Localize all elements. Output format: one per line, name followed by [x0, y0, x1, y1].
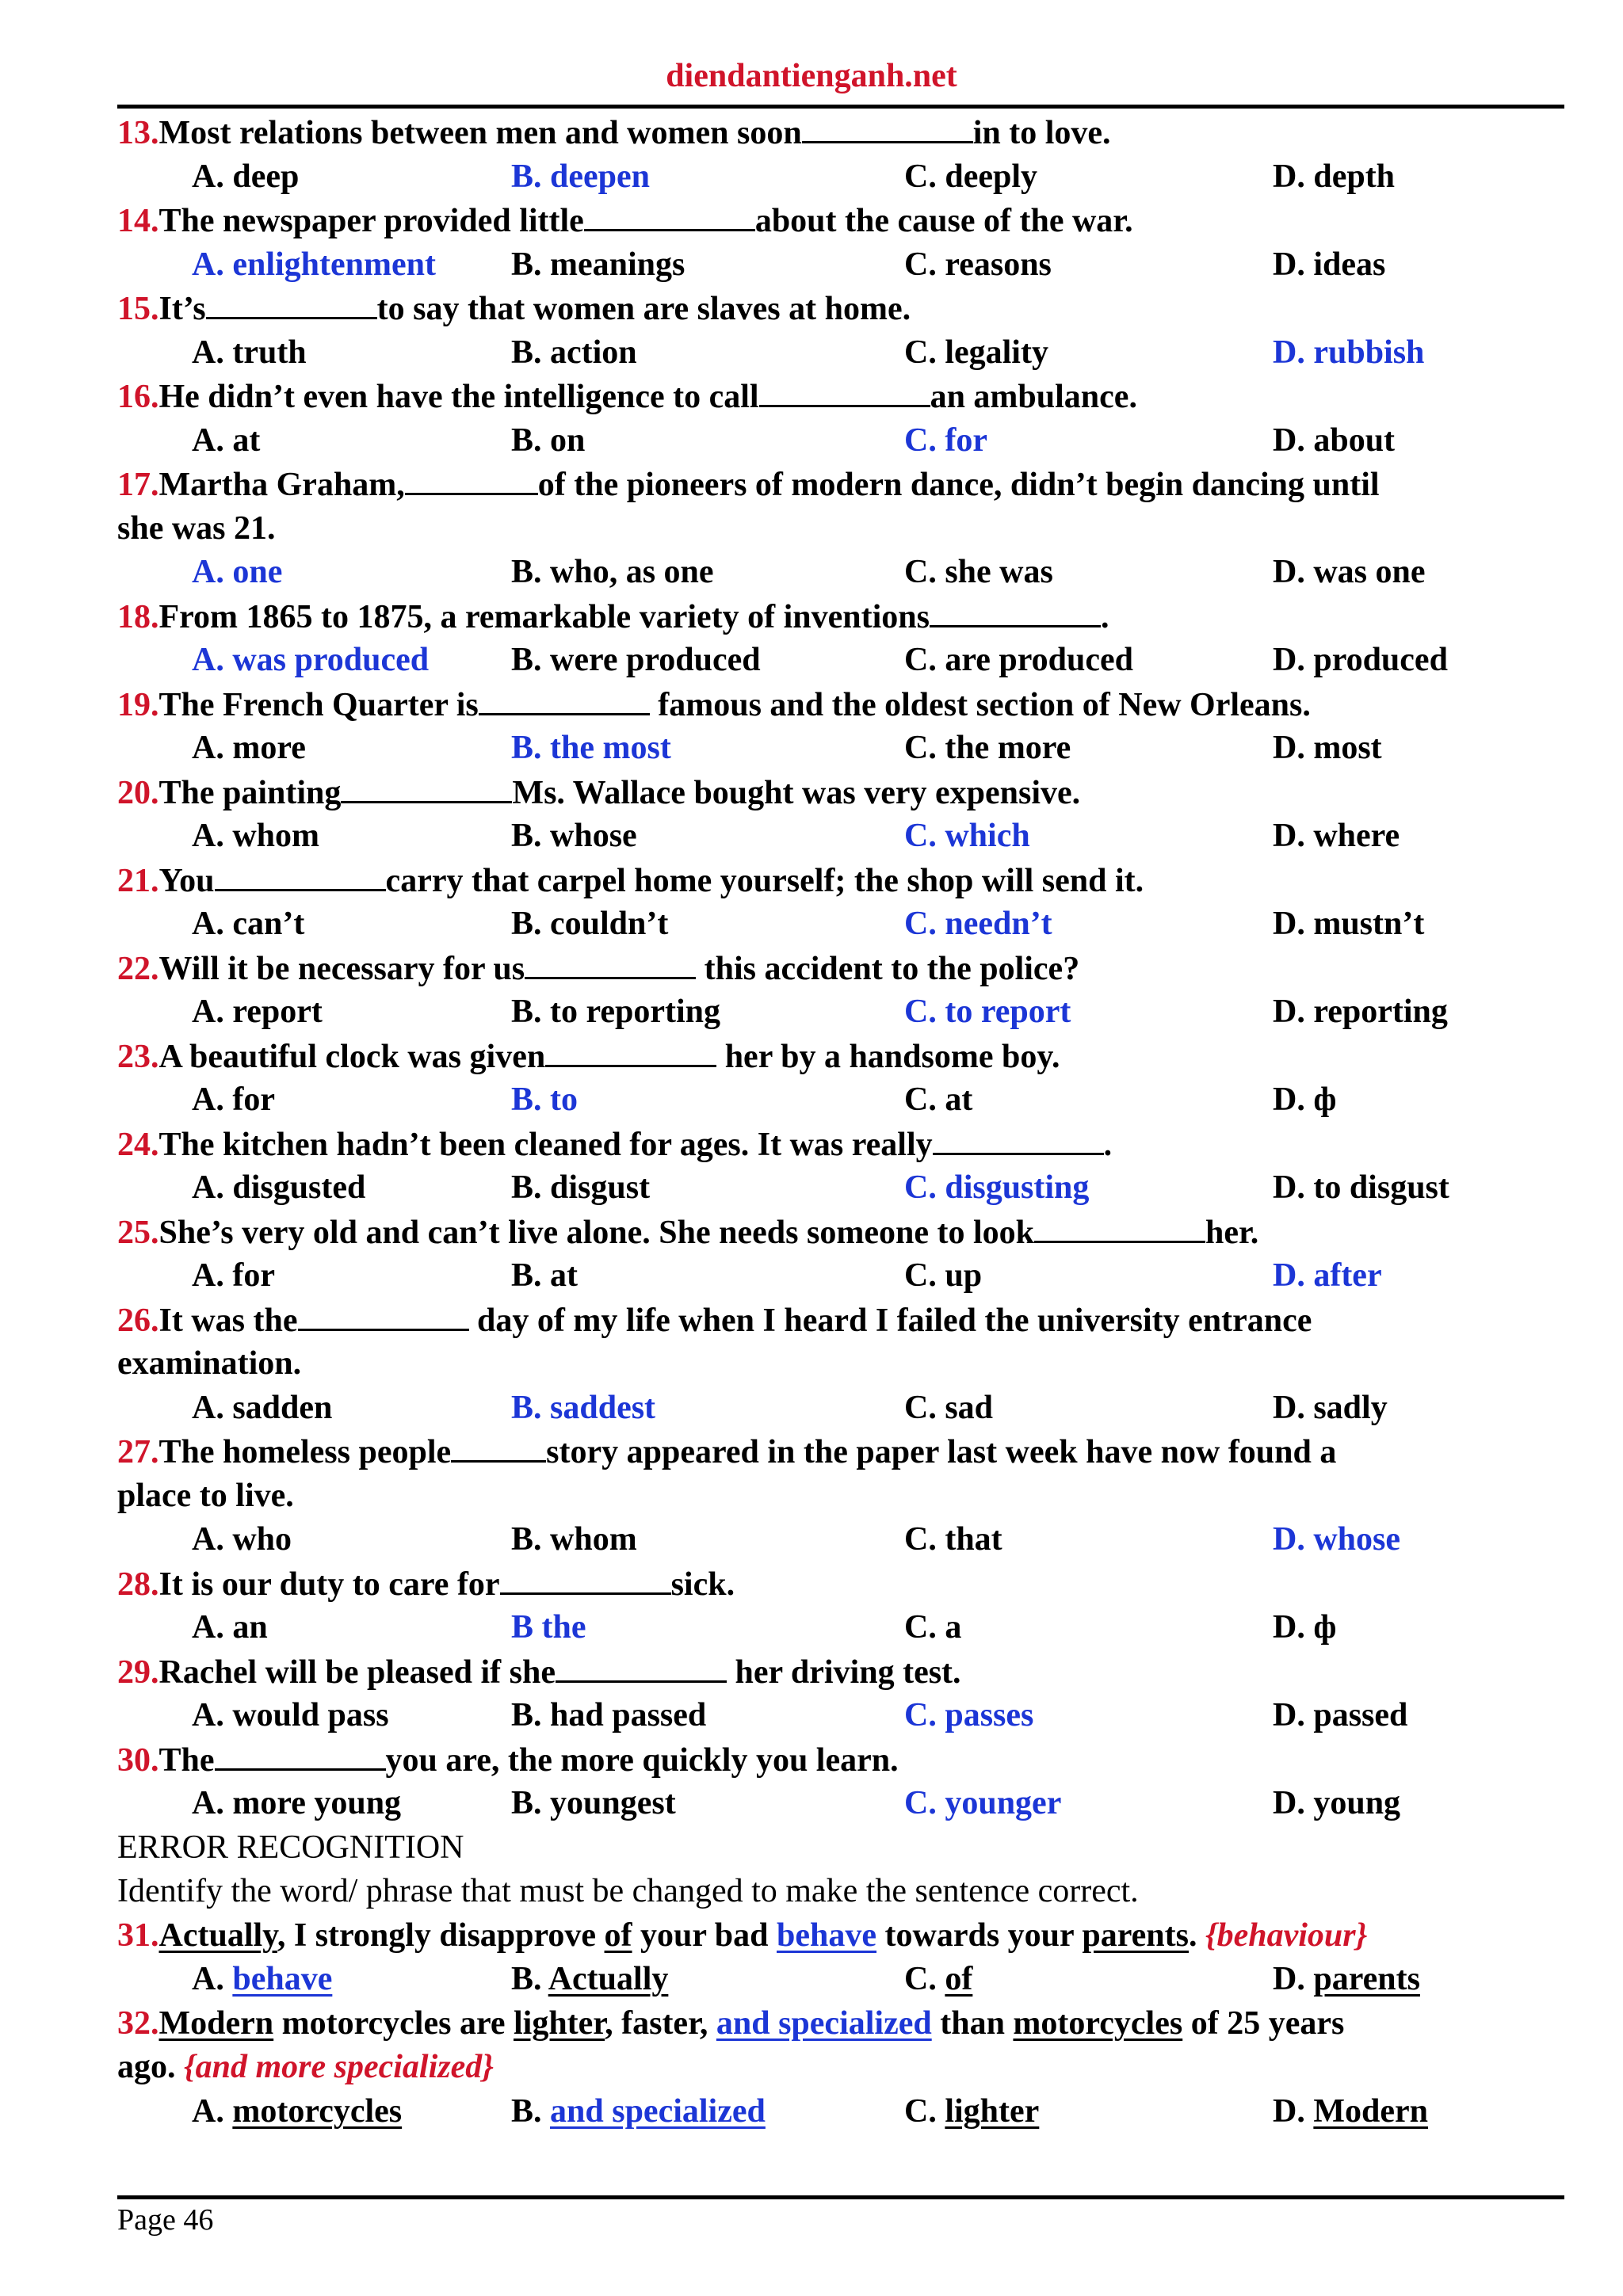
question-text: ago.	[117, 2049, 184, 2085]
page-number: Page 46	[117, 2203, 214, 2237]
option-a[interactable]: A. enlightenment	[192, 246, 436, 283]
question-text: story appeared in the paper last week have now found a	[546, 1434, 1337, 1470]
question-text: of 25 years	[1182, 2004, 1345, 2042]
question-number: 31.	[117, 1917, 159, 1954]
option-b[interactable]: B. youngest	[511, 1785, 676, 1821]
question-text: The homeless people	[158, 1434, 452, 1470]
option-word: and specialized	[550, 2092, 766, 2130]
question-stem	[117, 947, 1568, 991]
option-c[interactable]: C. at	[904, 1081, 973, 1118]
option-d[interactable]: D. where	[1273, 818, 1400, 854]
section-instruction	[117, 1870, 1568, 1914]
options-row	[117, 1254, 1568, 1299]
option-c[interactable]: C. younger	[904, 1785, 1062, 1821]
option-b[interactable]: B. the most	[511, 730, 671, 766]
question-text: It was the	[158, 1302, 298, 1339]
question-stem	[117, 463, 1568, 507]
underlined-phrase[interactable]: and specialized	[716, 2004, 932, 2042]
question-stem	[117, 683, 1568, 727]
option-word: motorcycles	[232, 2092, 403, 2130]
section-title	[117, 1826, 1568, 1871]
question-stem	[117, 199, 1568, 243]
options-row	[117, 639, 1568, 683]
question-stem	[117, 1299, 1568, 1343]
options-row	[117, 1694, 1568, 1738]
option-b[interactable]: B the	[511, 1609, 586, 1646]
question-stem	[117, 2002, 1568, 2046]
question-text: her by a handsome boy.	[716, 1038, 1060, 1075]
option-b[interactable]: B. whom	[511, 1521, 637, 1558]
options-row	[117, 727, 1568, 771]
question-stem-continued	[117, 507, 1568, 551]
option-b[interactable]	[511, 1958, 668, 2002]
option-word: Modern	[1313, 2092, 1428, 2130]
options-row	[117, 1386, 1568, 1431]
option-b[interactable]: B. to	[511, 1081, 578, 1118]
option-d[interactable]: D. passed	[1273, 1697, 1408, 1733]
option-c[interactable]: C. to report	[904, 994, 1071, 1030]
question-stem	[117, 1738, 1568, 1783]
question-text: an ambulance.	[930, 379, 1137, 415]
option-a[interactable]: A. who	[192, 1521, 292, 1558]
option-word: of	[945, 1961, 973, 1997]
question-number: 17.	[117, 467, 159, 503]
option-b[interactable]: B. to reporting	[511, 994, 721, 1030]
option-d[interactable]: D. about	[1273, 421, 1396, 459]
option-b[interactable]: B. saddest	[511, 1389, 656, 1426]
question-stem	[117, 595, 1568, 639]
question-stem	[117, 375, 1568, 419]
option-c[interactable]: C. disgusting	[904, 1169, 1090, 1206]
option-c[interactable]	[904, 1958, 972, 2002]
question-text: It’s	[158, 291, 206, 327]
options-row	[117, 1166, 1568, 1211]
question-text: examination.	[117, 1345, 302, 1382]
question-stem	[117, 1650, 1568, 1695]
option-c[interactable]: C. deeply	[904, 158, 1037, 195]
option-a[interactable]: A. truth	[192, 334, 307, 371]
question-number: 25.	[117, 1214, 159, 1251]
option-c[interactable]: C. sad	[904, 1389, 994, 1426]
underlined-phrase[interactable]: behave	[777, 1917, 877, 1954]
answer-blank[interactable]	[215, 1738, 386, 1771]
question-stem-continued	[117, 1474, 1568, 1519]
option-letter: C.	[904, 2092, 945, 2130]
option-word: lighter	[945, 2092, 1040, 2130]
option-a[interactable]: A. would pass	[192, 1697, 389, 1733]
question-text: motorcycles are	[273, 2004, 514, 2042]
option-letter: D.	[1273, 2092, 1314, 2130]
option-c[interactable]: C. up	[904, 1257, 983, 1294]
question-text: She’s very old and can’t live alone. She needs someone to look	[158, 1214, 1034, 1251]
question-text: The painting	[158, 774, 342, 811]
option-b[interactable]: B. disgust	[511, 1169, 651, 1206]
answer-blank[interactable]	[802, 111, 973, 143]
option-d[interactable]: D. sadly	[1273, 1389, 1388, 1426]
options-row	[117, 902, 1568, 947]
question-text: day of my life when I heard I failed the university entrance	[468, 1302, 1312, 1339]
question-number: 30.	[117, 1741, 159, 1779]
answer-blank[interactable]	[215, 859, 386, 891]
question-text: The	[158, 1741, 215, 1779]
question-number: 21.	[117, 862, 159, 899]
option-a[interactable]: A. more	[192, 730, 306, 766]
option-d[interactable]: D. was one	[1273, 554, 1426, 590]
option-b[interactable]: B. had passed	[511, 1697, 707, 1733]
question-text: , I strongly disapprove	[277, 1917, 605, 1954]
footer-rule	[117, 2195, 1564, 2199]
option-c[interactable]: C. reasons	[904, 246, 1052, 283]
question-text: .	[1101, 598, 1109, 635]
option-c[interactable]: C. that	[904, 1521, 1002, 1558]
instruction-text: Identify the word/ phrase that must be changed to make the sentence correct.	[117, 1873, 1139, 1909]
question-text: than	[931, 2004, 1014, 2042]
option-c[interactable]: C. which	[904, 818, 1030, 854]
option-d[interactable]: D. produced	[1273, 642, 1448, 678]
question-stem	[117, 287, 1568, 331]
option-word: behave	[232, 1961, 333, 1997]
answer-blank[interactable]	[545, 1035, 716, 1067]
answer-blank[interactable]	[933, 1123, 1104, 1155]
option-b[interactable]: B. who, as one	[511, 554, 714, 590]
option-d[interactable]: D. young	[1273, 1785, 1401, 1821]
site-header: diendantienganh.net	[666, 58, 957, 94]
question-text: .	[1103, 1126, 1113, 1163]
option-b[interactable]: B. whose	[511, 818, 637, 854]
question-text: your bad	[632, 1917, 777, 1954]
option-b[interactable]: B. meanings	[511, 246, 685, 283]
option-c[interactable]: C. for	[904, 421, 987, 459]
question-number: 32.	[117, 2004, 159, 2042]
question-text: You	[158, 862, 215, 899]
option-a[interactable]: A. more young	[192, 1785, 402, 1821]
option-b[interactable]: B. couldn’t	[511, 906, 669, 942]
option-letter: B.	[511, 2092, 551, 2130]
question-text: her driving test.	[727, 1653, 961, 1691]
option-d[interactable]: D. rubbish	[1273, 334, 1425, 371]
option-a[interactable]: A. sadden	[192, 1389, 333, 1426]
question-stem-continued	[117, 1342, 1568, 1386]
option-word: parents	[1313, 1961, 1420, 1997]
question-number: 24.	[117, 1126, 159, 1163]
answer-blank[interactable]	[1034, 1211, 1205, 1243]
question-text: famous and the oldest section of New Orleans.	[649, 686, 1311, 723]
question-text: Martha Graham,	[158, 467, 405, 503]
options-row	[117, 990, 1568, 1035]
option-a[interactable]: A. disgusted	[192, 1169, 366, 1206]
question-text: you are, the more quickly you learn.	[385, 1741, 899, 1779]
answer-blank[interactable]	[759, 375, 930, 407]
question-stem	[117, 1123, 1568, 1167]
option-c[interactable]: C. are produced	[904, 642, 1133, 678]
options-row	[117, 1782, 1568, 1826]
question-text: carry that carpel home yourself; the shop will send it.	[385, 862, 1144, 899]
option-a[interactable]: A. for	[192, 1081, 275, 1118]
answer-blank[interactable]	[405, 463, 538, 495]
question-number: 26.	[117, 1302, 159, 1339]
question-number: 13.	[117, 115, 159, 151]
question-text: she was 21.	[117, 509, 276, 547]
option-a[interactable]: A. at	[192, 421, 261, 459]
option-word: Actually	[548, 1961, 669, 1997]
question-text: this accident to the police?	[696, 950, 1080, 987]
question-stem	[117, 1211, 1568, 1255]
question-text: A beautiful clock was given	[158, 1038, 546, 1075]
question-text: about the cause of the war.	[754, 203, 1133, 239]
option-a[interactable]: A. was produced	[192, 642, 430, 678]
question-number: 18.	[117, 598, 159, 635]
underlined-phrase[interactable]: parents	[1082, 1917, 1189, 1954]
options-row	[117, 1958, 1568, 2002]
question-text: The newspaper provided little	[158, 203, 584, 239]
options-row	[117, 155, 1568, 200]
question-text: .	[1189, 1917, 1205, 1954]
option-c[interactable]	[904, 2090, 1039, 2134]
question-text: Most relations between men and women soon	[158, 115, 802, 151]
answer-blank[interactable]	[500, 1562, 671, 1595]
option-b[interactable]: B. at	[511, 1257, 578, 1294]
section-title-text: ERROR RECOGNITION	[117, 1829, 464, 1866]
question-number: 16.	[117, 379, 159, 415]
header-rule	[117, 105, 1564, 109]
question-text: her.	[1205, 1214, 1259, 1251]
option-d[interactable]: D. most	[1273, 730, 1382, 766]
answer-blank[interactable]	[584, 199, 755, 231]
option-d[interactable]: D. ф	[1273, 1081, 1337, 1118]
option-letter: A.	[192, 2092, 233, 2130]
option-d[interactable]	[1273, 2090, 1428, 2134]
options-row	[117, 2090, 1568, 2134]
question-text: in to love.	[972, 115, 1111, 151]
option-b[interactable]: B. on	[511, 421, 586, 459]
question-stem	[117, 771, 1568, 815]
options-row	[117, 243, 1568, 288]
question-number: 14.	[117, 203, 159, 239]
option-a[interactable]	[192, 2090, 402, 2134]
options-row	[117, 331, 1568, 376]
question-number: 27.	[117, 1434, 159, 1470]
option-d[interactable]: D. mustn’t	[1273, 906, 1425, 942]
question-text: Rachel will be pleased if she	[158, 1653, 556, 1691]
question-stem-continued	[117, 2046, 1568, 2090]
option-a[interactable]	[192, 1958, 332, 2002]
answer-blank[interactable]	[525, 947, 696, 979]
question-stem	[117, 1430, 1568, 1474]
question-text: , faster,	[605, 2004, 716, 2042]
answer-blank[interactable]	[556, 1650, 727, 1683]
option-d[interactable]: D. ideas	[1273, 246, 1386, 283]
option-a[interactable]: A. can’t	[192, 906, 305, 942]
options-row	[117, 551, 1568, 595]
questions-body	[117, 111, 1568, 2134]
question-stem	[117, 1914, 1568, 1958]
option-letter: A.	[192, 1961, 233, 1997]
question-number: 29.	[117, 1653, 159, 1691]
answer-blank[interactable]	[479, 683, 650, 715]
option-a[interactable]: A. whom	[192, 818, 320, 854]
underlined-phrase[interactable]: motorcycles	[1013, 2004, 1183, 2042]
option-b[interactable]: B. deepen	[511, 158, 651, 195]
question-text: sick.	[670, 1566, 735, 1603]
answer-blank[interactable]	[930, 595, 1101, 627]
option-c[interactable]: C. the more	[904, 730, 1071, 766]
answer-blank[interactable]	[451, 1430, 546, 1463]
question-number: 19.	[117, 686, 159, 723]
option-b[interactable]	[511, 2090, 766, 2134]
option-a[interactable]: A. report	[192, 994, 323, 1030]
option-d[interactable]: D. ф	[1273, 1609, 1337, 1646]
option-c[interactable]: C. passes	[904, 1697, 1034, 1733]
option-d[interactable]: D. to disgust	[1273, 1169, 1449, 1206]
option-d[interactable]: D. after	[1273, 1257, 1382, 1294]
option-d[interactable]	[1273, 1958, 1420, 2002]
answer-blank[interactable]	[341, 771, 512, 803]
question-stem	[117, 111, 1568, 155]
options-row	[117, 419, 1568, 463]
question-text: He didn’t even have the intelligence to call	[158, 379, 759, 415]
options-row	[117, 1078, 1568, 1123]
question-number: 23.	[117, 1038, 159, 1075]
question-text: From 1865 to 1875, a remarkable variety of inventions	[158, 598, 930, 635]
question-text: to say that women are slaves at home.	[376, 291, 911, 327]
option-a[interactable]: A. an	[192, 1609, 268, 1646]
options-row	[117, 1518, 1568, 1562]
option-a[interactable]: A. for	[192, 1257, 275, 1294]
question-number: 20.	[117, 774, 159, 811]
question-text: towards your	[876, 1917, 1083, 1954]
option-a[interactable]: A. deep	[192, 158, 300, 195]
question-text: place to live.	[117, 1477, 294, 1514]
option-letter: B.	[511, 1961, 548, 1997]
underlined-phrase[interactable]: lighter	[513, 2004, 605, 2042]
option-a[interactable]: A. one	[192, 554, 283, 590]
underlined-phrase[interactable]: Actually	[158, 1917, 277, 1954]
option-b[interactable]: B. were produced	[511, 642, 761, 678]
question-text: It is our duty to care for	[158, 1566, 500, 1603]
option-d[interactable]: D. reporting	[1273, 994, 1448, 1030]
options-row	[117, 1606, 1568, 1650]
answer-blank[interactable]	[206, 287, 377, 319]
option-letter: C.	[904, 1961, 945, 1997]
option-d[interactable]: D. depth	[1273, 158, 1396, 195]
option-letter: D.	[1273, 1961, 1314, 1997]
option-d[interactable]: D. whose	[1273, 1521, 1401, 1558]
correction-note: {and more specialized}	[184, 2049, 494, 2085]
question-stem	[117, 1035, 1568, 1079]
correction-note: {behaviour}	[1205, 1917, 1368, 1954]
question-stem	[117, 859, 1568, 903]
question-text: The kitchen hadn’t been cleaned for ages. It was really	[158, 1126, 933, 1163]
option-c[interactable]: C. a	[904, 1609, 962, 1646]
underlined-phrase[interactable]: of	[604, 1917, 632, 1954]
question-stem	[117, 1562, 1568, 1607]
question-text: The French Quarter is	[158, 686, 479, 723]
option-c[interactable]: C. needn’t	[904, 906, 1052, 942]
question-text: Will it be necessary for us	[158, 950, 525, 987]
answer-blank[interactable]	[298, 1299, 469, 1331]
question-text: of the pioneers of modern dance, didn’t begin dancing until	[537, 467, 1380, 503]
option-c[interactable]: C. legality	[904, 334, 1048, 371]
underlined-phrase[interactable]: Modern	[158, 2004, 274, 2042]
options-row	[117, 814, 1568, 859]
option-b[interactable]: B. action	[511, 334, 637, 371]
question-text: Ms. Wallace bought was very expensive.	[512, 774, 1081, 811]
question-number: 28.	[117, 1566, 159, 1603]
option-c[interactable]: C. she was	[904, 554, 1053, 590]
question-number: 15.	[117, 291, 159, 327]
question-number: 22.	[117, 950, 159, 987]
